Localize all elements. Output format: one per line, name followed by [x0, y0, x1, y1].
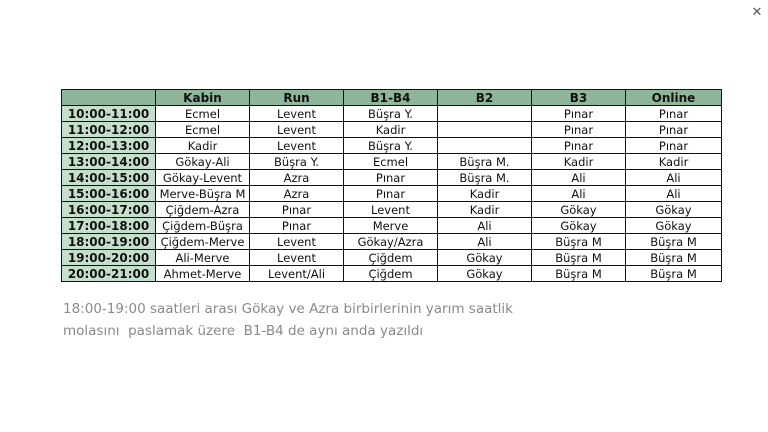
- cell-online: Gökay: [626, 202, 722, 218]
- cell-online: Pınar: [626, 138, 722, 154]
- cell-b1-b4: Kadir: [344, 122, 438, 138]
- cell-time: 10:00-11:00: [62, 106, 156, 122]
- table-row: [62, 138, 722, 154]
- cell-time: 17:00-18:00: [62, 218, 156, 234]
- cell-b2: [438, 122, 532, 138]
- cell-run: Levent: [250, 138, 344, 154]
- table-row: [62, 154, 722, 170]
- cell-run: Levent: [250, 250, 344, 266]
- cell-b1-b4: Merve: [344, 218, 438, 234]
- cell-b2: Kadir: [438, 202, 532, 218]
- cell-run: Pınar: [250, 218, 344, 234]
- cell-b2: Ali: [438, 218, 532, 234]
- cell-b1-b4: Gökay/Azra: [344, 234, 438, 250]
- cell-b2: [438, 106, 532, 122]
- header-cell-kabin: Kabin: [156, 90, 250, 106]
- footnote-line: molasını paslamak üzere B1-B4 de aynı anda yazıldı: [63, 323, 424, 339]
- table-row: [62, 170, 722, 186]
- table-row: [62, 122, 722, 138]
- cell-online: Pınar: [626, 106, 722, 122]
- table-row: [62, 202, 722, 218]
- cell-b2: Gökay: [438, 266, 532, 282]
- cell-b3: Büşra M: [532, 266, 626, 282]
- cell-b2: Ali: [438, 234, 532, 250]
- cell-b3: Gökay: [532, 218, 626, 234]
- cell-time: 20:00-21:00: [62, 266, 156, 282]
- cell-b1-b4: Büşra Y.: [344, 138, 438, 154]
- table-row: [62, 266, 722, 282]
- cell-time: 12:00-13:00: [62, 138, 156, 154]
- cell-b2: Gökay: [438, 250, 532, 266]
- table-header-row: [62, 90, 722, 106]
- header-cell-b3: B3: [532, 90, 626, 106]
- header-cell-online: Online: [626, 90, 722, 106]
- table-row: [62, 218, 722, 234]
- cell-b3: Ali: [532, 186, 626, 202]
- cell-b1-b4: Pınar: [344, 170, 438, 186]
- cell-b2: Büşra M.: [438, 154, 532, 170]
- cell-kabin: Çiğdem-Merve: [156, 234, 250, 250]
- cell-kabin: Ahmet-Merve: [156, 266, 250, 282]
- cell-online: Pınar: [626, 122, 722, 138]
- close-icon[interactable]: ✕: [751, 5, 763, 20]
- cell-b3: Büşra M: [532, 234, 626, 250]
- cell-b3: Büşra M: [532, 250, 626, 266]
- cell-run: Azra: [250, 170, 344, 186]
- cell-kabin: Kadir: [156, 138, 250, 154]
- cell-run: Levent: [250, 122, 344, 138]
- cell-online: Kadir: [626, 154, 722, 170]
- cell-b1-b4: Çiğdem: [344, 250, 438, 266]
- header-cell-time: [62, 90, 156, 106]
- cell-b2: Büşra M.: [438, 170, 532, 186]
- cell-b3: Kadir: [532, 154, 626, 170]
- cell-b3: Pınar: [532, 138, 626, 154]
- cell-online: Gökay: [626, 218, 722, 234]
- footnote-line: 18:00-19:00 saatleri arası Gökay ve Azra birbirlerinin yarım saatlik: [63, 301, 513, 317]
- cell-b1-b4: Pınar: [344, 186, 438, 202]
- schedule-table: [61, 89, 722, 282]
- cell-b2: Kadir: [438, 186, 532, 202]
- cell-b2: [438, 138, 532, 154]
- cell-kabin: Çiğdem-Büşra: [156, 218, 250, 234]
- cell-time: 19:00-20:00: [62, 250, 156, 266]
- table-row: [62, 250, 722, 266]
- cell-b1-b4: Çiğdem: [344, 266, 438, 282]
- footnote: [63, 298, 623, 342]
- cell-online: Ali: [626, 170, 722, 186]
- header-cell-b1-b4: B1-B4: [344, 90, 438, 106]
- cell-run: Azra: [250, 186, 344, 202]
- cell-time: 13:00-14:00: [62, 154, 156, 170]
- cell-online: Büşra M: [626, 250, 722, 266]
- cell-kabin: Ecmel: [156, 106, 250, 122]
- cell-run: Levent/Ali: [250, 266, 344, 282]
- cell-time: 14:00-15:00: [62, 170, 156, 186]
- cell-kabin: Gökay-Ali: [156, 154, 250, 170]
- cell-run: Levent: [250, 106, 344, 122]
- cell-b1-b4: Büşra Y.: [344, 106, 438, 122]
- cell-b1-b4: Levent: [344, 202, 438, 218]
- table-row: [62, 186, 722, 202]
- cell-b3: Pınar: [532, 106, 626, 122]
- table-row: [62, 234, 722, 250]
- cell-time: 11:00-12:00: [62, 122, 156, 138]
- cell-online: Büşra M: [626, 266, 722, 282]
- cell-b1-b4: Ecmel: [344, 154, 438, 170]
- cell-time: 15:00-16:00: [62, 186, 156, 202]
- cell-online: Ali: [626, 186, 722, 202]
- cell-b3: Pınar: [532, 122, 626, 138]
- header-cell-run: Run: [250, 90, 344, 106]
- cell-kabin: Ecmel: [156, 122, 250, 138]
- cell-run: Pınar: [250, 202, 344, 218]
- cell-b3: Gökay: [532, 202, 626, 218]
- cell-run: Levent: [250, 234, 344, 250]
- cell-kabin: Merve-Büşra M: [156, 186, 250, 202]
- cell-time: 16:00-17:00: [62, 202, 156, 218]
- cell-online: Büşra M: [626, 234, 722, 250]
- cell-b3: Ali: [532, 170, 626, 186]
- header-cell-b2: B2: [438, 90, 532, 106]
- table-row: [62, 106, 722, 122]
- cell-kabin: Çiğdem-Azra: [156, 202, 250, 218]
- cell-run: Büşra Y.: [250, 154, 344, 170]
- cell-kabin: Gökay-Levent: [156, 170, 250, 186]
- cell-time: 18:00-19:00: [62, 234, 156, 250]
- cell-kabin: Ali-Merve: [156, 250, 250, 266]
